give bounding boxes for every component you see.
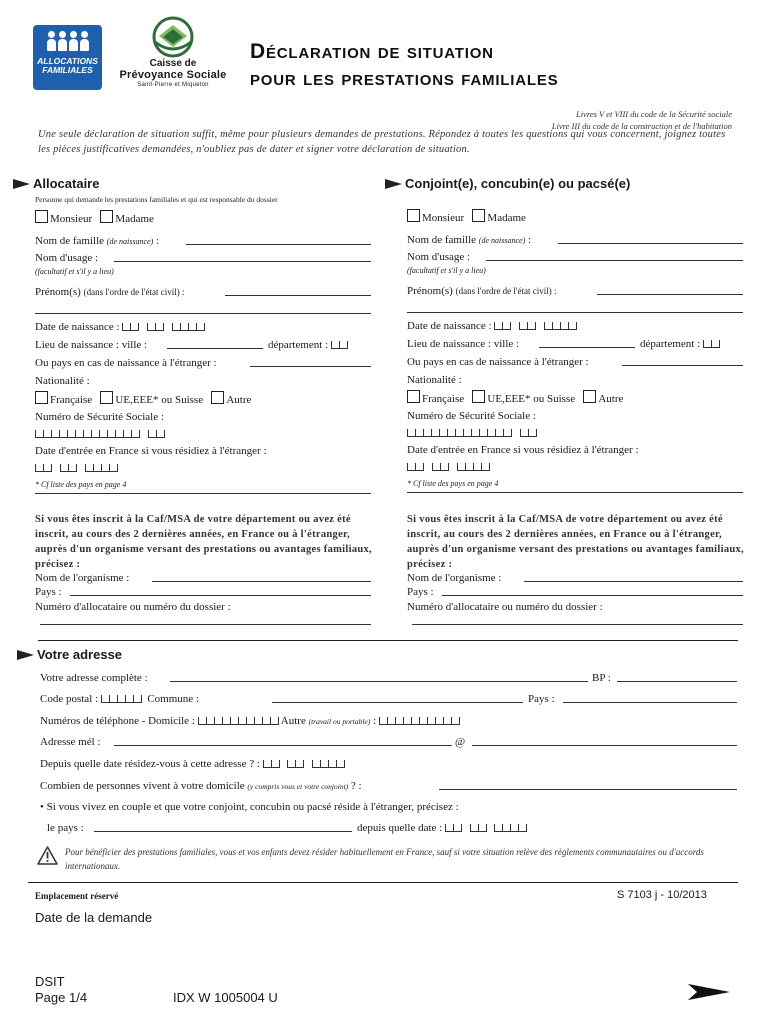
divider [35,489,371,494]
label-francaise: Française [422,393,465,405]
allocations-familiales-logo [33,25,102,90]
divider [407,488,743,493]
section-allocataire-title [13,176,99,191]
ref-line1: Livres V et VIII du code de la Sécurité sociale [575,109,732,119]
allocataire-prenoms-row [35,285,185,299]
label-date-naissance: Date de naissance : [407,320,492,332]
arrow-icon [385,179,402,189]
input-bp[interactable] [617,671,737,682]
conjoint-prenoms-row [407,284,557,298]
label-pays: Pays : [528,693,555,705]
input-num-allocataire[interactable] [40,612,371,625]
label-nationalite: Nationalité : [407,374,462,386]
date-naissance-year[interactable] [172,321,205,335]
label-francaise: Française [50,394,93,406]
checkbox-francaise[interactable] [35,391,48,404]
checkbox-ue[interactable] [100,391,113,404]
form-code: S 7103 j - 10/2013 [617,889,707,901]
label-ue: UE,EEE* ou Suisse [487,393,576,405]
conjoint-date-naissance-row [407,319,577,334]
conjoint-departement [640,337,720,352]
checkbox-autre[interactable] [211,391,224,404]
date-naissance-year[interactable] [544,320,577,334]
at-sign: @ [455,736,466,748]
note-autre: (travail ou portable) [308,717,371,726]
input-commune[interactable] [272,692,523,703]
label-autre: Autre [598,393,624,405]
label-departement: département : [268,339,329,351]
checkbox-autre[interactable] [583,390,596,403]
date-naissance-day[interactable] [122,321,139,335]
label-organisme: Nom de l'organisme : [35,572,130,584]
input-telephone-autre[interactable] [379,715,460,729]
label-monsieur: Monsieur [422,212,465,224]
allocataire-departement [268,338,348,353]
note-nom-famille: (de naissance) [106,237,154,246]
label-lieu-naissance: Lieu de naissance : ville : [407,338,520,350]
section-conjoint-title [385,176,630,191]
input-mel-local[interactable] [114,735,452,746]
input-prenoms-2[interactable] [407,302,743,313]
note-combien: (y compris vous et votre conjoint) [247,782,349,791]
input-depuis-day[interactable] [263,758,280,772]
label-organisme: Nom de l'organisme : [407,572,502,584]
input-nom-famille[interactable] [186,234,371,245]
input-secu[interactable] [407,426,537,441]
input-prenoms[interactable] [225,285,371,296]
label-lieu-naissance: Lieu de naissance : ville : [35,339,148,351]
footer-divider [28,882,738,883]
allocataire-nationalite-options [35,391,251,407]
input-depuis-date-year[interactable] [494,822,527,836]
adresse-combien-row [40,779,362,794]
conjoint-nationalite-options [407,390,623,406]
allocataire-title-text: Allocataire [33,176,100,191]
note-cf-liste: * Cf liste des pays en page 4 [407,479,499,488]
label-date-entree: Date d'entrée en France si vous résidiez à l'étranger : [407,444,639,456]
input-depuis-date-month[interactable] [470,822,487,836]
input-pays-etranger[interactable] [622,355,743,366]
footer-page: Page 1/4 [35,990,88,1005]
input-secu[interactable] [35,427,165,442]
input-adresse-complete[interactable] [170,671,588,682]
allocataire-nom-famille-row: Nom de famille (de naissance) : [35,235,160,247]
label-bp: BP : [592,672,611,684]
footer-idx: IDX W 1005004 U [173,990,278,1005]
label-pays: Pays : [35,586,62,598]
label-nationalite: Nationalité : [35,375,90,387]
label-code-postal: Code postal : [40,693,99,705]
title-line2: pour les prestations familiales [250,67,559,90]
input-organisme[interactable] [152,571,371,582]
label-madame: Madame [487,212,526,224]
input-nom-usage[interactable] [486,250,743,261]
note-facultatif: (facultatif et s'il y a lieu) [407,266,486,275]
label-secu: Numéro de Sécurité Sociale : [35,411,164,423]
logo-cps-line2: Prévoyance Sociale [119,69,227,81]
input-nom-usage[interactable] [114,251,371,262]
input-prenoms-2[interactable] [35,303,371,314]
label-prenoms: Prénom(s) [35,286,81,298]
label-date-naissance: Date de naissance : [35,321,120,333]
label-pays: Pays : [407,586,434,598]
input-combien[interactable] [439,779,737,790]
allocataire-date-naissance-row [35,320,205,335]
label-le-pays: le pays : [47,822,84,834]
note-cf-liste: * Cf liste des pays en page 4 [35,480,127,489]
label-nom-famille: Nom de famille [35,235,105,247]
checkbox-madame[interactable] [100,210,113,223]
input-nom-famille[interactable] [558,233,743,244]
checkbox-francaise[interactable] [407,390,420,403]
label-depuis: Depuis quelle date résidez-vous à cette adresse ? : [40,758,260,770]
arrow-icon [13,179,30,189]
input-depuis-date-day[interactable] [445,822,462,836]
checkbox-monsieur[interactable] [407,209,420,222]
label-monsieur: Monsieur [50,213,93,225]
input-prenoms[interactable] [597,284,743,295]
date-naissance-month[interactable] [519,320,536,334]
conjoint-civilite [407,209,526,225]
note-nom-famille: (de naissance) [478,236,526,245]
checkbox-madame[interactable] [472,209,485,222]
conjoint-nom-famille-row: Nom de famille (de naissance) : [407,234,532,246]
input-date-entree[interactable] [407,460,490,475]
label-combien: Combien de personnes vivent à votre domicile [40,780,245,792]
input-depuis-year[interactable] [312,758,345,772]
date-demande: Date de la demande [35,910,153,925]
input-depuis-month[interactable] [287,758,304,772]
footer-dsit: DSIT [35,974,65,989]
emplacement-reserve: Emplacement réservé [35,891,119,901]
caf-paragraph: Si vous êtes inscrit à la Caf/MSA de votre département ou avez été inscrit, au cours des 2 dernières années, en France ou à l'étranger, auprès d'un organisme versant des prestations ou avantages familiaux, précisez : [407,514,744,570]
logo-af-text: ALLOCATIONS FAMILIALES [37,56,98,75]
date-naissance-day[interactable] [494,320,511,334]
arrow-icon [17,650,34,660]
adresse-code-postal-row [40,692,199,707]
input-organisme[interactable] [524,571,743,582]
logo-cps-line3: Saint-Pierre et Miquelon [137,82,209,88]
adresse-depuis-row [40,757,345,772]
label-date-entree: Date d'entrée en France si vous résidiez à l'étranger : [35,445,267,457]
label-nom-usage: Nom d'usage : [407,251,471,263]
note-prenoms: (dans l'ordre de l'état civil) : [83,287,185,297]
label-num-allocataire: Numéro d'allocataire ou numéro du dossier : [407,601,603,613]
label-pays-etranger: Ou pays en cas de naissance à l'étranger : [407,356,589,368]
label-num-allocataire: Numéro d'allocataire ou numéro du dossier : [35,601,231,613]
ref-line2: Livre III du code de la construction et de l'habitation [551,121,732,131]
label-autre: Autre [226,394,252,406]
conjoint-title-text: Conjoint(e), concubin(e) ou pacsé(e) [405,176,631,191]
input-pays[interactable] [70,585,371,596]
note-prenoms: (dans l'ordre de l'état civil) : [455,286,557,296]
title-line1: Déclaration de situation [250,40,494,63]
label-mel: Adresse mél : [40,736,101,748]
label-depuis-date: depuis quelle date : [357,822,443,834]
label-telephone: Numéros de téléphone - Domicile : [40,715,195,727]
label-adresse-complete: Votre adresse complète : [40,672,148,684]
adresse-telephone-row: Numéros de téléphone - Domicile : Autre (travail ou portable) : [40,714,460,729]
next-page-arrow-icon [688,982,730,1002]
adresse-depuis-date-row [357,821,527,836]
input-telephone-domicile[interactable] [198,715,279,729]
input-pays[interactable] [442,585,743,596]
page-title [250,38,558,92]
label-couple: • Si vous vivez en couple et que votre conjoint, concubin ou pacsé réside à l'étranger, précisez : [40,801,459,813]
input-departement[interactable] [331,339,348,353]
label-madame: Madame [115,213,154,225]
input-mel-domaine[interactable] [472,735,737,746]
caf-paragraph: Si vous êtes inscrit à la Caf/MSA de votre département ou avez été inscrit, au cours des 2 dernières années, en France ou à l'étranger, auprès d'un organisme versant des prestations ou avantages familiaux, précisez : [35,514,372,570]
input-ville-naissance[interactable] [167,338,263,349]
section-divider [38,640,738,641]
label-commune: Commune : [147,693,199,705]
cps-emblem-icon [149,16,197,58]
cps-logo [112,16,234,100]
warning-text: Pour bénéficier des prestations familiales, vous et vos enfants devez résider habituellement en France, sauf si votre situation relève des règlements communautaires ou d'accords internationaux. [65,847,704,871]
label-autre: Autre [280,715,306,727]
input-code-postal[interactable] [101,693,142,707]
input-num-allocataire[interactable] [412,612,743,625]
input-pays-etranger[interactable] [250,356,371,367]
label-ue: UE,EEE* ou Suisse [115,394,204,406]
label-secu: Numéro de Sécurité Sociale : [407,410,536,422]
logo-cps-line1: Caisse de [149,58,197,69]
label-combien-end: ? : [350,780,362,792]
allocataire-civilite [35,210,154,226]
warning-icon [37,846,58,865]
input-le-pays[interactable] [94,821,352,832]
allocataire-subtitle: Personne qui demande les prestations familiales et qui est responsable du dossier [35,195,278,204]
input-departement[interactable] [703,338,720,352]
label-prenoms: Prénom(s) [407,285,453,297]
input-pays[interactable] [563,692,737,703]
section-adresse-title [17,647,122,662]
input-date-entree[interactable] [35,461,118,476]
label-nom-usage: Nom d'usage : [35,252,99,264]
input-ville-naissance[interactable] [539,337,635,348]
note-facultatif: (facultatif et s'il y a lieu) [35,267,114,276]
date-naissance-month[interactable] [147,321,164,335]
checkbox-ue[interactable] [472,390,485,403]
label-nom-famille: Nom de famille [407,234,477,246]
intro-text: Une seule déclaration de situation suffit, même pour plusieurs demandes de prestations. Répondez à toutes les questions qui vous concernent, joignez toutes les pièces justificatives demandées, n'oubliez pas de dater et signer votre déclaration de situation. [38,129,726,155]
checkbox-monsieur[interactable] [35,210,48,223]
label-pays-etranger: Ou pays en cas de naissance à l'étranger : [35,357,217,369]
adresse-title-text: Votre adresse [37,647,123,662]
label-departement: département : [640,338,701,350]
